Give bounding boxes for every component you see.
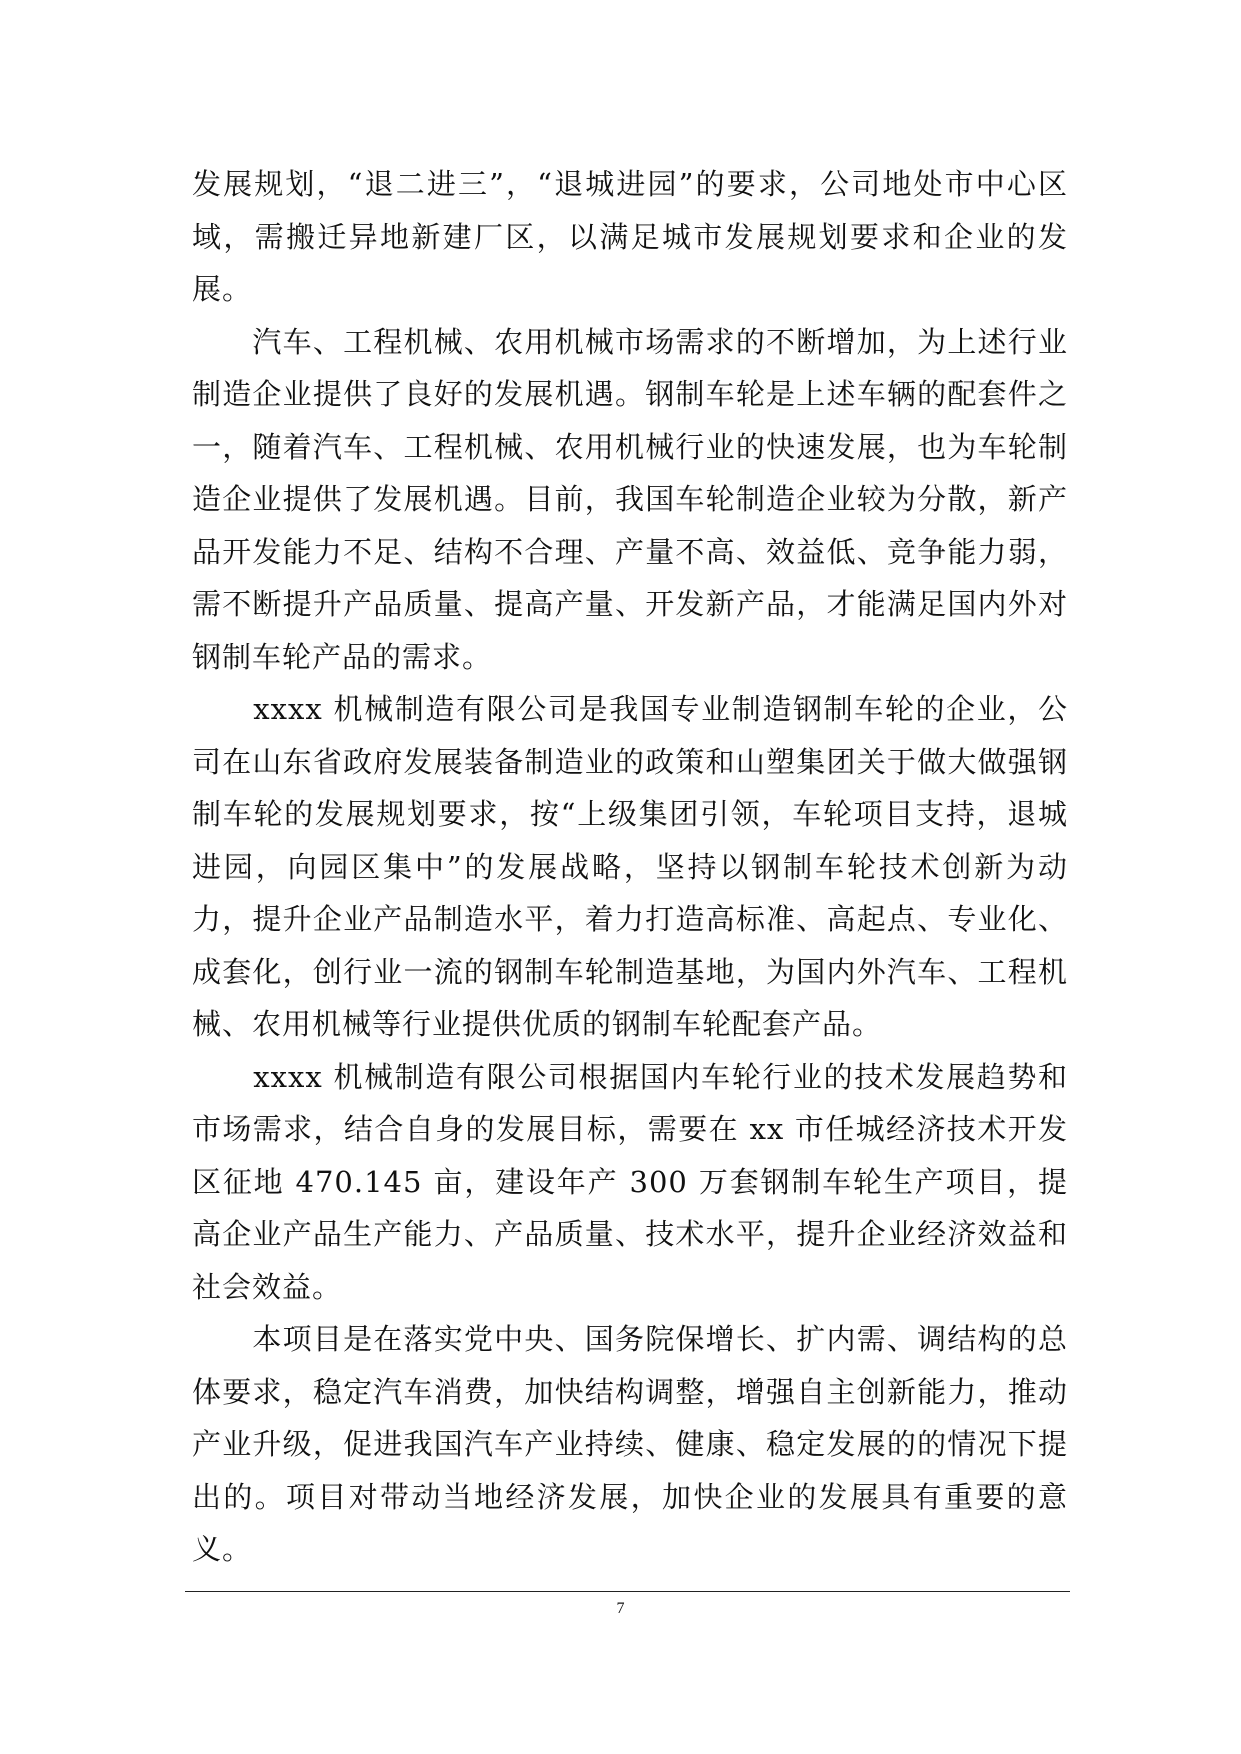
paragraph: 发展规划，“退二进三”，“退城进园”的要求，公司地处市中心区域，需搬迁异地新建厂区，以满足城市发展规划要求和企业的发展。	[192, 167, 1068, 306]
paragraph: xxxx 机械制造有限公司根据国内车轮行业的技术发展趋势和市场需求，结合自身的发展目标，需要在 xx 市任城经济技术开发区征地 470.145 亩，建设年产 300 万套钢制车轮生产项目，提高企业产品生产能力、产品质量、技术水平，提升企业经济效益和社会效益。	[192, 1059, 1068, 1304]
page-body	[192, 158, 1068, 1576]
footer-divider	[185, 1591, 1070, 1592]
paragraph: 本项目是在落实党中央、国务院保增长、扩内需、调结构的总体要求，稳定汽车消费，加快结构调整，增强自主创新能力，推动产业升级，促进我国汽车产业持续、健康、稳定发展的的情况下提出的。项目对带动当地经济发展，加快企业的发展具有重要的意义。	[192, 1322, 1068, 1566]
paragraph: xxxx 机械制造有限公司是我国专业制造钢制车轮的企业，公司在山东省政府发展装备制造业的政策和山塑集团关于做大做强钢制车轮的发展规划要求，按“上级集团引领，车轮项目支持，退城进园，向园区集中”的发展战略，坚持以钢制车轮技术创新为动力，提升企业产品制造水平，着力打造高标准、高起点、专业化、成套化，创行业一流的钢制车轮制造基地，为国内外汽车、工程机械、农用机械等行业提供优质的钢制车轮配套产品。	[192, 692, 1068, 1041]
paragraph: 汽车、工程机械、农用机械市场需求的不断增加，为上述行业制造企业提供了良好的发展机遇。钢制车轮是上述车辆的配套件之一，随着汽车、工程机械、农用机械行业的快速发展，也为车轮制造企业提供了发展机遇。目前，我国车轮制造企业较为分散，新产品开发能力不足、结构不合理、产量不高、效益低、竞争能力弱，需不断提升产品质量、提高产量、开发新产品，才能满足国内外对钢制车轮产品的需求。	[192, 324, 1068, 674]
page-number: 7	[616, 1600, 625, 1617]
